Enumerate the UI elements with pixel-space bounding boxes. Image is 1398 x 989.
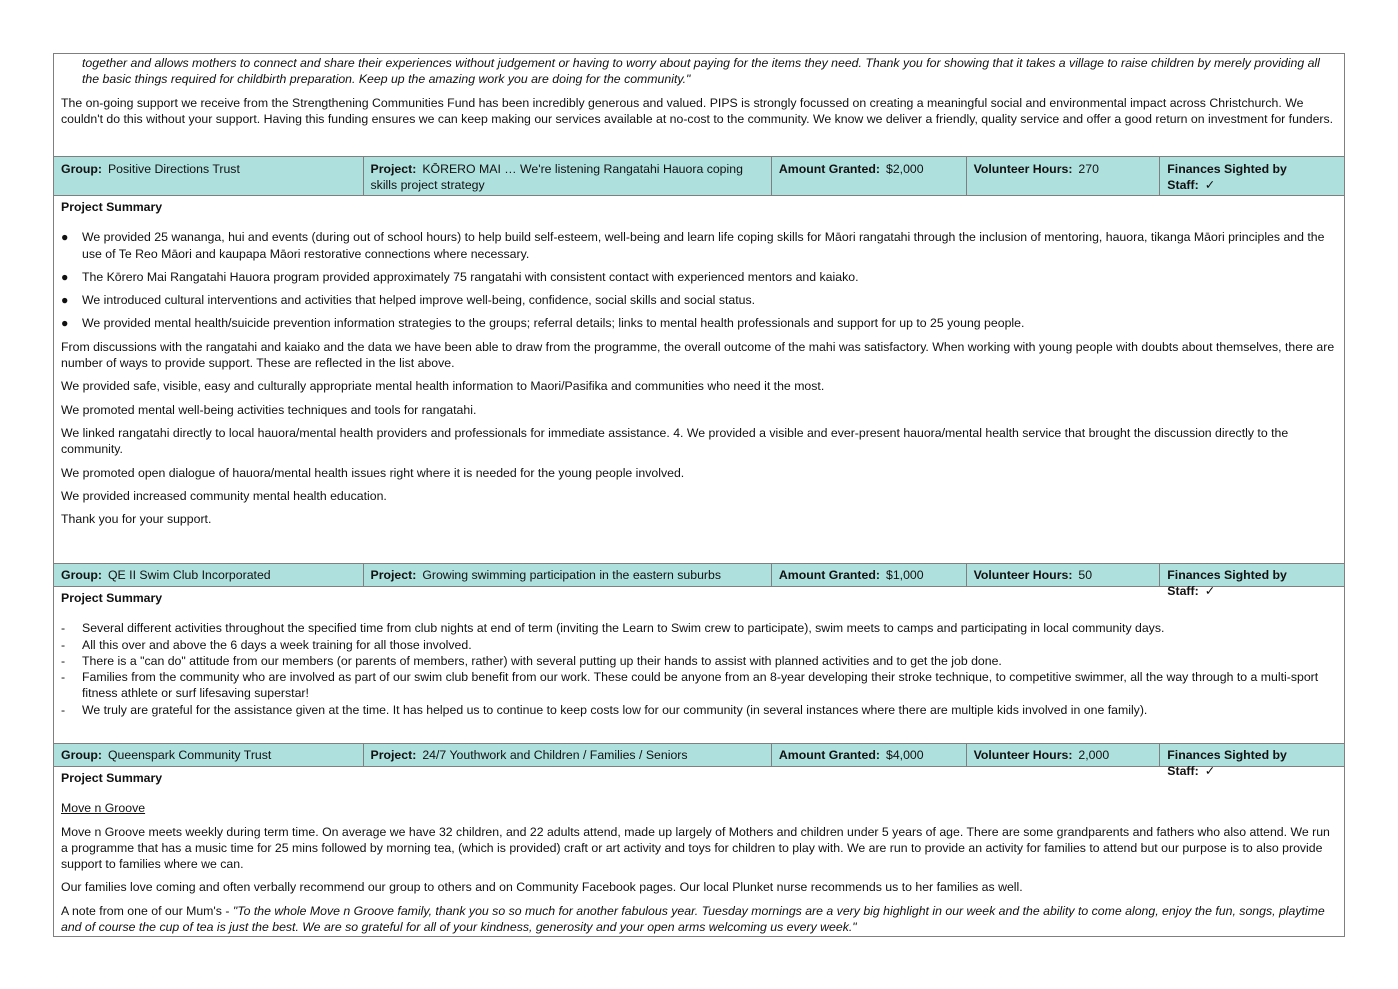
volunteer-value: 50 — [1078, 568, 1093, 582]
dash-marker: - — [61, 702, 66, 717]
testimonial-paragraph — [61, 903, 1337, 936]
project-name: KŌRERO MAI … We're listening Rangatahi Hauora coping skills project strategy — [370, 162, 743, 193]
project-cell — [364, 564, 772, 586]
bullet-icon: ● — [61, 293, 69, 308]
amount-value: $4,000 — [885, 748, 924, 762]
volunteer-cell — [967, 744, 1161, 766]
finances-cell — [1160, 564, 1344, 599]
amount-label: Amount Granted: — [778, 568, 880, 582]
group-label: Group: — [61, 568, 102, 582]
finances-label: Finances Sighted by Staff: — [1167, 748, 1287, 779]
group-name: Positive Directions Trust — [107, 162, 240, 176]
list-item: - All this over and above the 6 days a week training for all those involved. — [61, 637, 472, 652]
testimonial-lead: A note from one of our Mum's - — [61, 903, 233, 918]
dash-marker: - — [61, 653, 66, 668]
group-cell — [54, 564, 364, 586]
list-item: - Families from the community who are involved as part of our swim club benefit from our work. These could be anyone from an 8-year developing their stroke technique, to competitive swimmer, all the way through to a multi-sport fitness athlete or surf lifesaving superstar! — [61, 670, 1319, 701]
volunteer-value: 2,000 — [1078, 748, 1110, 762]
volunteer-value: 270 — [1078, 162, 1099, 176]
dash-marker: - — [61, 621, 66, 636]
intro-paragraph: The on-going support we receive from the Strengthening Communities Fund has been incredibly generous and valued. PIPS is strongly focussed on creating a meaningful social and environmental impact across Christchurch. We couldn't do this without your support. Having this funding ensures we can keep making our services available at no-cost to the community. We know we deliver a friendly, quality service and offer a good return on investment for funders. — [61, 95, 1334, 126]
project-summary-section — [54, 590, 1344, 743]
finances-label: Finances Sighted by Staff: — [1167, 568, 1287, 599]
volunteer-label: Volunteer Hours: — [973, 568, 1073, 582]
finances-label: Finances Sighted by Staff: — [1167, 162, 1287, 193]
amount-label: Amount Granted: — [778, 748, 880, 762]
list-item: - Several different activities throughout the specified time from club nights at end of term (inviting the Learn to Swim crew to participate), swim meets to camps and participating in local community days. — [61, 621, 1165, 636]
list-item: ● We introduced cultural interventions and activities that helped improve well-being, confidence, social skills and social status. — [61, 293, 756, 308]
list-item: ● We provided mental health/suicide prevention information strategies to the groups; referral details; links to mental health professionals and support for up to 25 young people. — [61, 316, 1025, 331]
project-cell — [364, 744, 772, 766]
group-name: Queenspark Community Trust — [107, 748, 272, 762]
bullet-icon: ● — [61, 316, 69, 331]
bullet-icon: ● — [61, 230, 69, 245]
list-item: ● We provided 25 wananga, hui and events (during out of school hours) to help build self-esteem, well-being and learn life coping skills for Māori rangatahi through the inclusion of mentoring, hauora, tikanga Māori principles and the use of Te Reo Māori and kaupapa Māori restorative connections where necessary. — [61, 230, 1325, 261]
summary-paragraph: We promoted mental well-being activities techniques and tools for rangatahi. — [61, 402, 477, 417]
check-icon: ✓ — [1204, 178, 1216, 193]
summary-dash-list — [61, 620, 1337, 718]
dash-marker: - — [61, 670, 66, 685]
bullet-icon: ● — [61, 269, 69, 284]
volunteer-cell — [967, 564, 1161, 586]
list-item: - There is a "can do" attitude from our members (or parents of members, rather) with several putting up their hands to assist with planned activities and to get the job done. — [61, 653, 1002, 668]
group-header-row — [54, 156, 1344, 196]
project-label: Project: — [370, 748, 417, 762]
volunteer-label: Volunteer Hours: — [973, 748, 1073, 762]
intro-section — [54, 54, 1344, 156]
intro-quote: together and allows mothers to connect and share their experiences without judgement or having to worry about paying for the items they need. Thank you for showing that it takes a village to raise children by merely providing all the basic things required for childbirth preparation. Keep up the amazing work you are doing for the community." — [82, 56, 1320, 87]
amount-value: $1,000 — [885, 568, 924, 582]
project-label: Project: — [370, 162, 417, 176]
project-summary-section — [54, 199, 1344, 563]
group-cell — [54, 157, 364, 195]
summary-paragraph: From discussions with the rangatahi and kaiako and the data we have been able to draw from the programme, the overall outcome of the mahi was satisfactory. When working with young people with doubts about themselves, there are number of ways to provide support. These are reflected in the list above. — [61, 339, 1335, 371]
group-name: QE II Swim Club Incorporated — [107, 568, 271, 582]
project-summary-section — [54, 770, 1344, 935]
dash-marker: - — [61, 637, 66, 652]
group-label: Group: — [61, 162, 102, 176]
list-item: ● The Kōrero Mai Rangatahi Hauora program provided approximately 75 rangatahi with consistent contact with experienced mentors and kaiako. — [61, 269, 859, 284]
project-name: Growing swimming participation in the eastern suburbs — [422, 568, 721, 582]
summary-bullet-list — [61, 229, 1337, 331]
summary-paragraph: Thank you for your support. — [61, 512, 212, 527]
summary-paragraph: We linked rangatahi directly to local hauora/mental health providers and professionals for immediate assistance. 4. We provided a visible and ever-present hauora/mental health service that brought the discussion directly to the community. — [61, 425, 1289, 457]
amount-value: $2,000 — [885, 162, 924, 176]
volunteer-cell — [967, 157, 1161, 195]
amount-cell — [772, 157, 967, 195]
testimonial-quote: "To the whole Move n Groove family, thank you so so much for another fabulous year. Tuesday mornings are a very big highlight in our week and the ability to come along, enjoy the fun, songs, playtime and of course the cup of tea is just the best. We are so grateful for all of your kindness, generosity and your open arms welcoming us every week." — [61, 903, 1325, 935]
finances-cell — [1160, 157, 1344, 195]
volunteer-label: Volunteer Hours: — [973, 162, 1073, 176]
subheading: Move n Groove — [61, 801, 146, 816]
project-summary-title: Project Summary — [61, 200, 163, 214]
amount-cell — [772, 564, 967, 586]
group-cell — [54, 744, 364, 766]
project-label: Project: — [370, 568, 417, 582]
check-icon: ✓ — [1204, 764, 1216, 779]
summary-paragraph: We provided safe, visible, easy and culturally appropriate mental health information to Maori/Pasifika and communities who need it the most. — [61, 379, 825, 394]
project-cell — [364, 157, 772, 195]
check-icon: ✓ — [1204, 584, 1216, 599]
project-summary-title: Project Summary — [61, 591, 163, 605]
funding-report-table — [53, 53, 1345, 937]
amount-label: Amount Granted: — [778, 162, 880, 176]
project-name: 24/7 Youthwork and Children / Families / Seniors — [422, 748, 688, 762]
amount-cell — [772, 744, 967, 766]
summary-paragraph: Move n Groove meets weekly during term time. On average we have 32 children, and 22 adults attend, made up largely of Mothers and children under 5 years of age. There are some grandparents and fathers who also attend. We run a programme that has a music time for 25 mins followed by morning tea, (which is provided) craft or art activity and toys for children to play with. We are run to provide an activity for families to attend but our purpose is to also provide support to families where we can. — [61, 824, 1330, 872]
summary-paragraph: We promoted open dialogue of hauora/mental health issues right where it is needed for the young people involved. — [61, 465, 685, 480]
list-item: - We truly are grateful for the assistance given at the time. It has helped us to continue to keep costs low for our community (in several instances where there are multiple kids involved in one family). — [61, 702, 1148, 717]
summary-paragraph: Our families love coming and often verbally recommend our group to others and on Community Facebook pages. Our local Plunket nurse recommends us to her families as well. — [61, 880, 1023, 895]
summary-paragraph: We provided increased community mental health education. — [61, 488, 387, 503]
project-summary-title: Project Summary — [61, 771, 163, 785]
finances-cell — [1160, 744, 1344, 779]
group-label: Group: — [61, 748, 102, 762]
